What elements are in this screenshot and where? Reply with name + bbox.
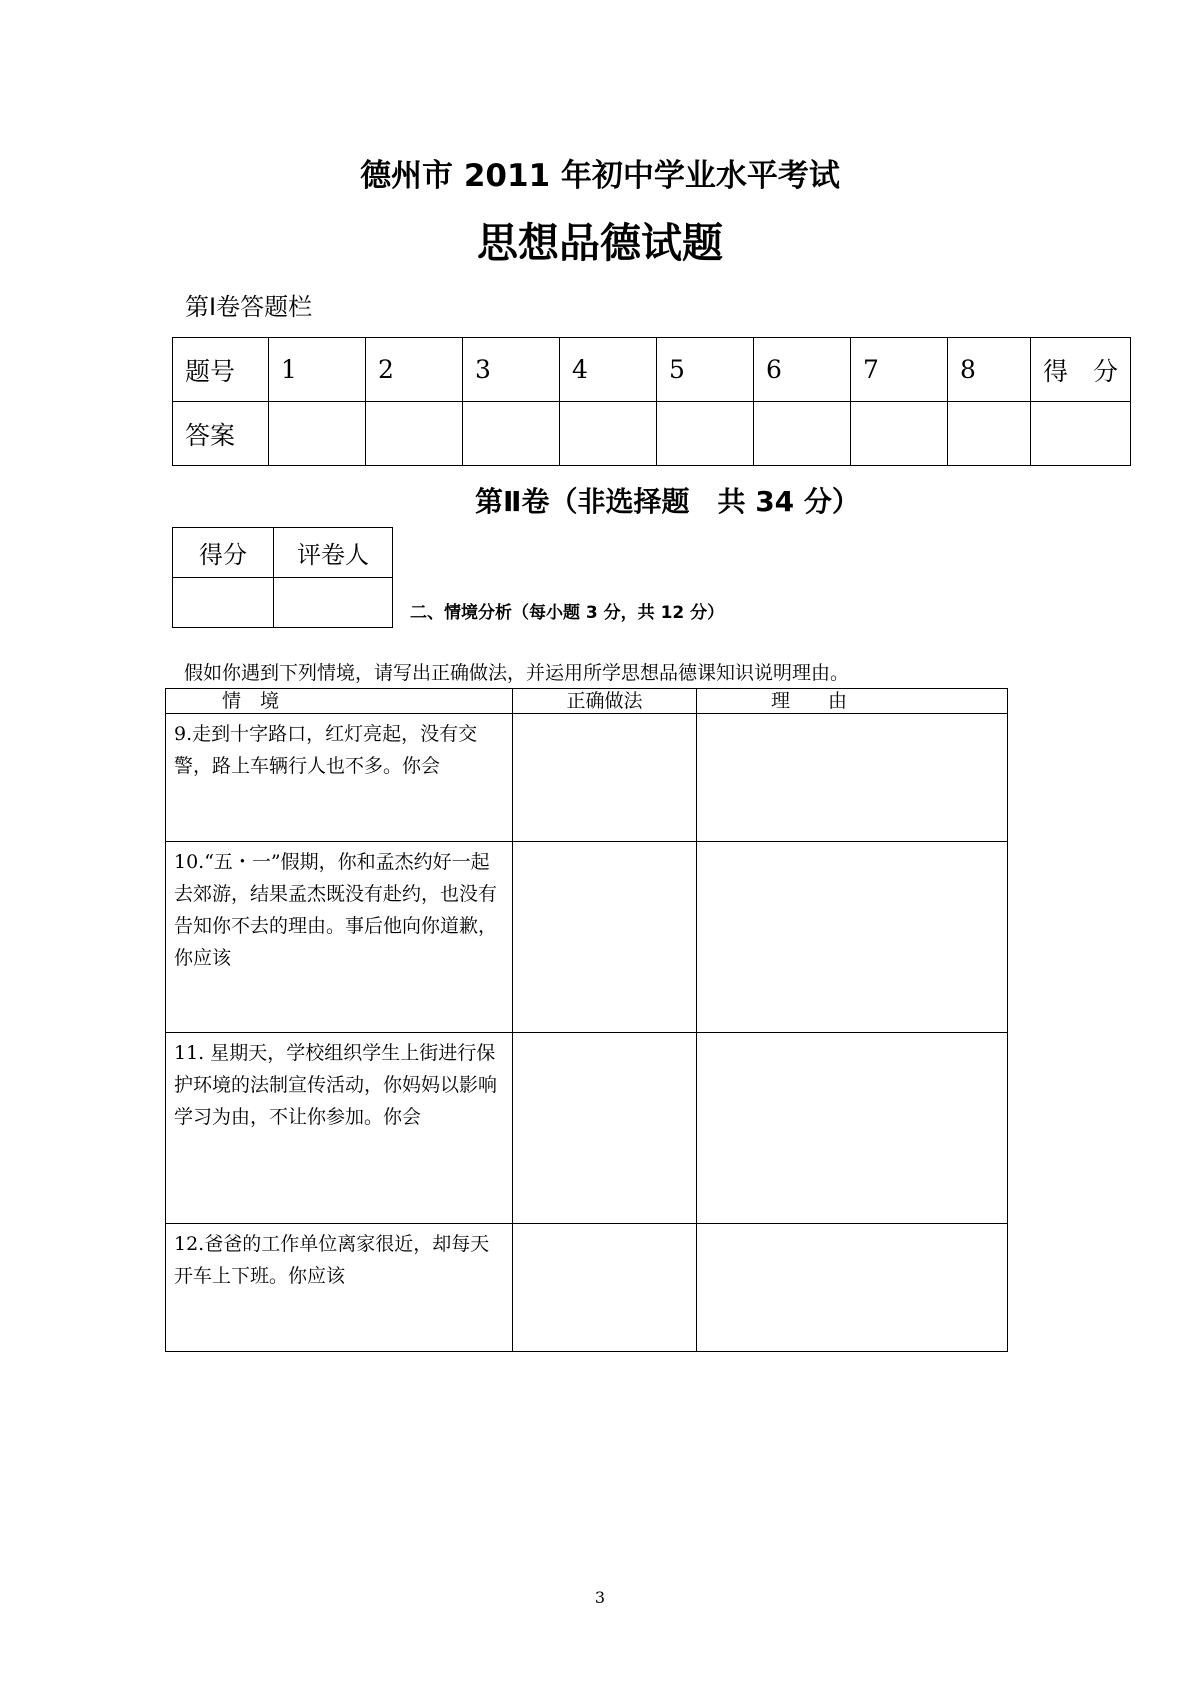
situation-table-header <box>166 689 1008 714</box>
answer-table-number-row <box>173 338 1131 402</box>
score-label: 得分 <box>173 528 274 578</box>
action-answer-cell[interactable] <box>513 714 697 842</box>
answer-cell[interactable] <box>657 402 754 466</box>
question-section-heading: 二、情境分析（每小题 3 分，共 12 分） <box>410 603 725 623</box>
question-number-cell: 6 <box>754 338 851 402</box>
question-number-cell: 2 <box>366 338 463 402</box>
question-number-cell: 8 <box>948 338 1031 402</box>
header-correct-action: 正确做法 <box>513 689 697 714</box>
answer-cell[interactable] <box>269 402 366 466</box>
table-row <box>166 1033 1008 1224</box>
reason-answer-cell[interactable] <box>697 1033 1008 1224</box>
answer-cell[interactable] <box>366 402 463 466</box>
row-label-answer: 答案 <box>173 402 269 466</box>
question-number-cell: 7 <box>851 338 948 402</box>
header-reason: 理 由 <box>697 689 1008 714</box>
table-row <box>166 1224 1008 1352</box>
answer-cell[interactable] <box>754 402 851 466</box>
reason-answer-cell[interactable] <box>697 714 1008 842</box>
answer-table-answer-row <box>173 402 1131 466</box>
question-number-cell: 1 <box>269 338 366 402</box>
answer-cell[interactable] <box>948 402 1031 466</box>
reason-answer-cell[interactable] <box>697 1224 1008 1352</box>
header-situation: 情 境 <box>166 689 513 714</box>
section2-title: 第Ⅱ卷（非选择题 共 34 分） <box>475 485 860 518</box>
situation-text-q12: 12.爸爸的工作单位离家很近，却每天开车上下班。你应该 <box>166 1224 513 1352</box>
situation-text-q9: 9.走到十字路口，红灯亮起，没有交警，路上车辆行人也不多。你会 <box>166 714 513 842</box>
section1-label: 第Ⅰ卷答题栏 <box>185 293 313 321</box>
question-number-cell: 4 <box>560 338 657 402</box>
answer-cell[interactable] <box>851 402 948 466</box>
page-number: 3 <box>594 1588 606 1607</box>
answer-cell[interactable] <box>560 402 657 466</box>
question-number-cell: 3 <box>463 338 560 402</box>
action-answer-cell[interactable] <box>513 1033 697 1224</box>
subject-title: 思想品德试题 <box>477 219 723 267</box>
grader-entry-cell[interactable] <box>274 578 393 628</box>
score-cell[interactable] <box>1031 402 1131 466</box>
table-row <box>166 714 1008 842</box>
reason-answer-cell[interactable] <box>697 842 1008 1033</box>
action-answer-cell[interactable] <box>513 1224 697 1352</box>
instruction-text: 假如你遇到下列情境，请写出正确做法，并运用所学思想品德课知识说明理由。 <box>184 662 850 684</box>
table-row <box>166 842 1008 1033</box>
score-entry-cell[interactable] <box>173 578 274 628</box>
situation-table <box>165 688 1008 1352</box>
action-answer-cell[interactable] <box>513 842 697 1033</box>
grader-label: 评卷人 <box>274 528 393 578</box>
answer-cell[interactable] <box>463 402 560 466</box>
exam-title: 德州市 2011 年初中学业水平考试 <box>360 158 840 194</box>
score-box <box>172 527 393 628</box>
score-header-cell: 得 分 <box>1031 338 1131 402</box>
row-label-question-number: 题号 <box>173 338 269 402</box>
answer-table <box>172 337 1131 466</box>
situation-text-q11: 11. 星期天，学校组织学生上街进行保护环境的法制宣传活动，你妈妈以影响学习为由，不让你参加。你会 <box>166 1033 513 1224</box>
situation-text-q10: 10.“五・一”假期，你和孟杰约好一起去郊游，结果孟杰既没有赴约，也没有告知你不去的理由。事后他向你道歉，你应该 <box>166 842 513 1033</box>
question-number-cell: 5 <box>657 338 754 402</box>
